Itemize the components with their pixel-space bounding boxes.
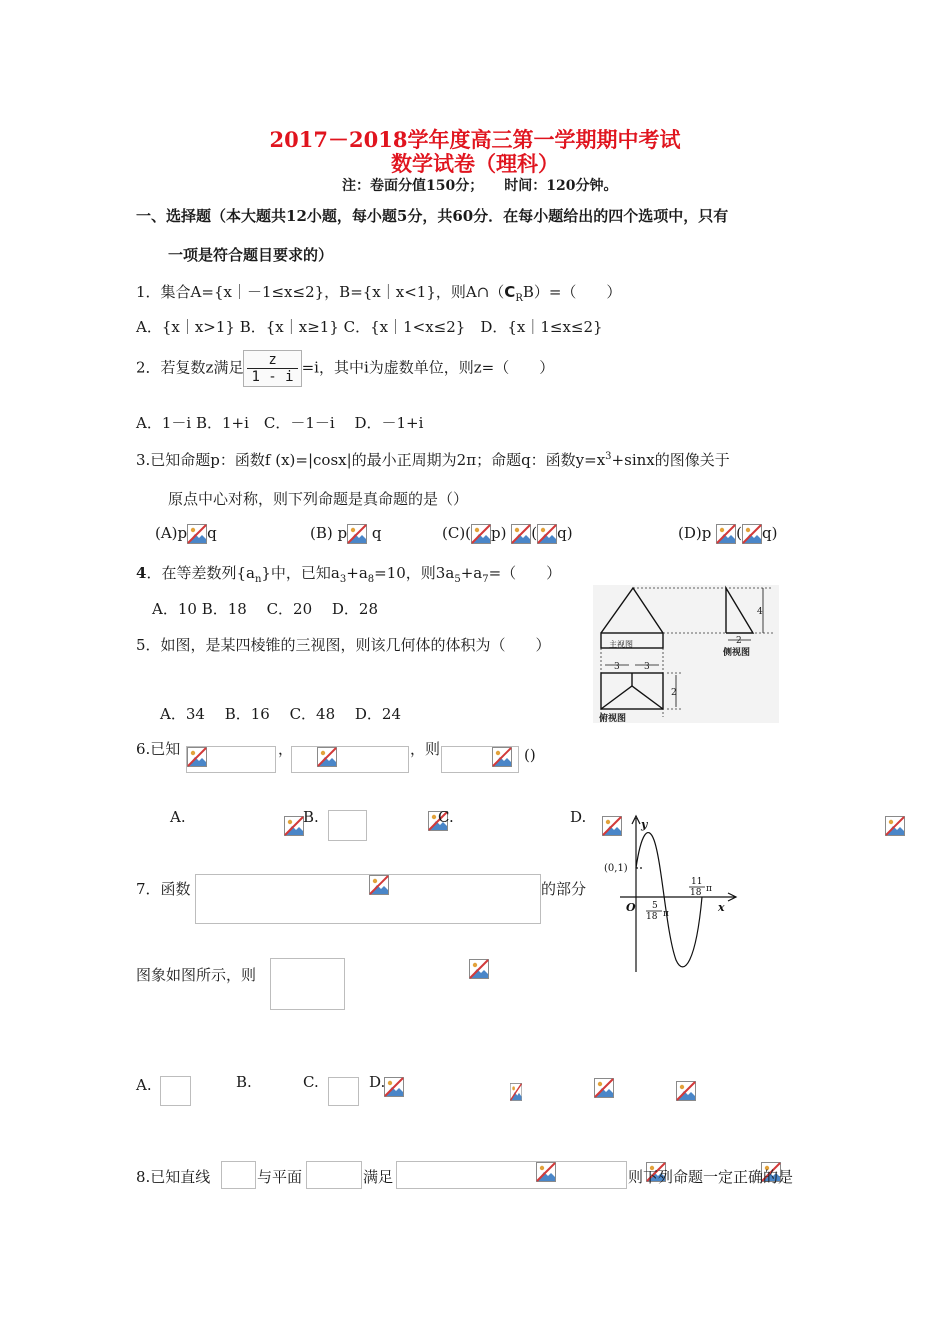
formula-placeholder: [328, 1077, 359, 1106]
top-view-label: 俯视图: [599, 714, 627, 723]
broken-image-icon: [317, 747, 337, 767]
broken-image-icon: [510, 1083, 522, 1101]
fraction-image: $\frac{z}{1 - i}$: [243, 350, 301, 387]
question-7-prefix: 7．函数: [136, 880, 191, 898]
question-7-option-a: A.: [136, 1076, 152, 1094]
formula-placeholder: [270, 958, 345, 1010]
broken-image-icon: [676, 1081, 696, 1101]
question-3-stem-line2: 原点中心对称，则下列命题是真命题的是（）: [168, 490, 469, 508]
three-view-figure: [593, 585, 779, 723]
front-view-label: 主视图: [609, 640, 633, 649]
broken-image-icon: [885, 816, 905, 836]
broken-image-icon: [384, 1077, 404, 1097]
dim-left: 3: [614, 662, 620, 672]
question-2-options: A．1－i B．1+i C．－1－i D．－1+i: [136, 414, 424, 432]
graph-x2-unit: π: [706, 884, 712, 894]
broken-image-icon: [284, 816, 304, 836]
question-3-option-d: (D)p ( q): [678, 524, 778, 542]
graph-point: (0,1): [604, 863, 628, 874]
question-6-option-d: D.: [570, 808, 587, 826]
broken-image-icon: [716, 524, 736, 544]
question-3-option-c: (C)( p) ( q): [442, 524, 573, 542]
dim-right: 3: [644, 662, 650, 672]
question-4-options: A．10 B．18 C．20 D．28: [152, 600, 379, 618]
exam-note: 注：卷面分值150分； 时间：120分钟。: [342, 178, 618, 194]
side-view-label: 侧视图: [723, 648, 751, 658]
comma: ，: [278, 740, 294, 758]
question-4-stem: 4．在等差数列$\{a_n\}$中，已知$a_3+a_8=10$，则$3a_5+a_7=$（ ）: [136, 564, 562, 585]
graph-origin: O: [626, 901, 636, 914]
question-8-prefix: 8.已知直线: [136, 1168, 211, 1186]
answer-paren: (): [524, 746, 536, 764]
question-6-option-b: B.: [303, 808, 319, 826]
question-3-stem-line1: 3.已知命题p：函数f (x)=|cosx|的最小正周期为2π；命题q：函数$y=x^3+\sin x$的图像关于: [136, 451, 730, 469]
broken-image-icon: [537, 524, 557, 544]
dim-height: 4: [757, 607, 763, 617]
question-6-option-a: A.: [170, 808, 186, 826]
question-7-option-d: D.: [369, 1073, 386, 1091]
broken-image-icon: [187, 524, 207, 544]
graph-y-label: y: [641, 818, 648, 831]
comma-then: ，则: [410, 740, 441, 758]
formula-placeholder: [291, 746, 409, 773]
question-5-stem: 5．如图，是某四棱锥的三视图，则该几何体的体积为（ ）: [136, 636, 551, 654]
section-heading-line1: 一、选择题（本大题共12小题，每小题5分，共60分．在每小题给出的四个选项中，只有: [136, 207, 729, 225]
broken-image-icon: [511, 524, 531, 544]
question-8-mid: 与平面: [257, 1168, 303, 1186]
dim-top: 2: [671, 688, 677, 698]
question-8-satisfy: 满足: [363, 1168, 394, 1186]
question-7-option-c: C.: [303, 1073, 319, 1091]
question-1-stem: 1．集合A={x｜－1≤x≤2}，B={x｜x<1}，则$A\cap(C_RB)=$（ ）: [136, 283, 622, 304]
graph-x2-den: 18: [690, 888, 702, 898]
broken-image-icon: [492, 747, 512, 767]
formula-placeholder: [195, 874, 541, 924]
formula-placeholder: [328, 810, 367, 841]
broken-image-icon: [347, 524, 367, 544]
formula-placeholder: [160, 1076, 191, 1106]
question-3-option-a: (A)p q: [155, 524, 217, 542]
graph-x1-unit: π: [663, 909, 669, 919]
formula-placeholder: [306, 1161, 362, 1189]
question-1-options: A．{x｜x>1} B．{x｜x≥1} C．{x｜1<x≤2} D．{x｜1≤x≤2}: [136, 318, 603, 336]
question-5-options: A．34 B．16 C．48 D．24: [160, 705, 402, 723]
question-2-stem: 2．若复数z满足 $\frac{z}{1 - i}$ =i，其中i为虚数单位，则z=（ ）: [136, 352, 555, 385]
page-title: 2017－2018学年度高三第一学期期中考试: [269, 127, 681, 152]
sine-graph-figure: [600, 812, 745, 974]
dim-side: 2: [736, 636, 742, 646]
question-3-option-b: (B) p q: [310, 524, 382, 542]
graph-x1-den: 18: [646, 912, 658, 922]
broken-image-icon: [369, 875, 389, 895]
question-8-suffix: 则下列命题一定正确的是: [628, 1168, 794, 1186]
graph-x-label: x: [718, 901, 725, 914]
graph-x2-num: 11: [691, 877, 703, 887]
formula-placeholder: [396, 1161, 627, 1189]
broken-image-icon: [594, 1078, 614, 1098]
broken-image-icon: [187, 747, 207, 767]
section-heading-line2: 一项是符合题目要求的）: [168, 246, 334, 264]
broken-image-icon: [469, 959, 489, 979]
question-7-option-b: B.: [236, 1073, 252, 1091]
broken-image-icon: [471, 524, 491, 544]
question-6-option-c: C.: [438, 808, 454, 826]
page-subtitle: 数学试卷（理科）: [391, 151, 559, 176]
question-7-line2: 图象如图所示，则: [136, 966, 257, 984]
broken-image-icon: [742, 524, 762, 544]
formula-placeholder: [221, 1161, 256, 1189]
question-7-suffix: 的部分: [541, 880, 587, 898]
question-6-prefix: 6.已知: [136, 740, 181, 758]
graph-x1-num: 5: [652, 901, 658, 911]
